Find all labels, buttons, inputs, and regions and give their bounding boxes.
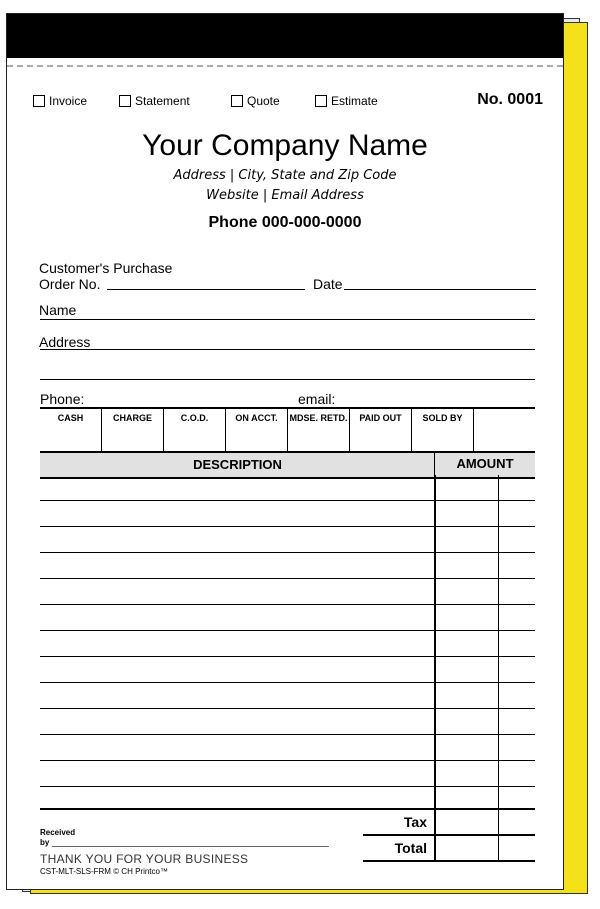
item-row-line[interactable]: [40, 656, 535, 657]
item-row-line[interactable]: [40, 526, 535, 527]
checkbox-icon: [33, 95, 45, 107]
form-number: No. 0001: [477, 91, 543, 108]
items-table-header: [40, 451, 535, 479]
payment-on-account[interactable]: ON ACCT.: [226, 409, 288, 451]
received-by-field[interactable]: [52, 846, 329, 847]
item-row-line[interactable]: [40, 578, 535, 579]
item-row-line[interactable]: [40, 786, 535, 787]
payment-sold-by[interactable]: SOLD BY: [412, 409, 474, 451]
amount-header: AMOUNT: [456, 456, 514, 471]
item-row-line[interactable]: [40, 760, 535, 761]
item-row-line[interactable]: [40, 500, 535, 501]
date-field[interactable]: [344, 289, 536, 290]
amount-column-divider: [434, 475, 436, 861]
date-label: Date: [313, 276, 343, 292]
address-field-line2[interactable]: [40, 379, 535, 380]
email-label: email:: [298, 391, 336, 407]
item-row-line[interactable]: [40, 682, 535, 683]
payment-charge[interactable]: CHARGE: [102, 409, 164, 451]
item-row-line[interactable]: [40, 630, 535, 631]
po-label-line1: Customer's Purchase: [39, 260, 173, 276]
quote-checkbox[interactable]: [231, 94, 280, 108]
cents-column-divider: [498, 475, 499, 861]
perforation-line: [7, 65, 563, 67]
item-row-line[interactable]: [40, 708, 535, 709]
phone-label: Phone:: [40, 391, 85, 407]
binding-band: [7, 14, 563, 58]
checkbox-label: Estimate: [331, 94, 378, 108]
checkbox-label: Invoice: [49, 94, 88, 108]
estimate-checkbox[interactable]: [315, 94, 378, 108]
address-label: Address: [39, 334, 91, 350]
form-code: CST-MLT-SLS-FRM © CH Printco™: [40, 867, 168, 876]
tax-line: [363, 834, 535, 836]
payment-blank[interactable]: [474, 409, 535, 451]
thank-you-note: THANK YOU FOR YOUR BUSINESS: [40, 852, 249, 866]
invoice-checkbox[interactable]: [33, 94, 87, 108]
checkbox-icon: [119, 95, 131, 107]
company-phone: Phone 000-000-0000: [208, 214, 362, 231]
statement-checkbox[interactable]: [119, 94, 190, 108]
payment-cash[interactable]: CASH: [40, 409, 102, 451]
company-web: Website | Email Address: [206, 188, 364, 203]
sales-form-sheet: [6, 13, 564, 890]
total-line: [363, 860, 535, 862]
item-row-line[interactable]: [40, 604, 535, 605]
name-label: Name: [39, 302, 77, 318]
name-field[interactable]: [40, 319, 535, 320]
payment-paid-out[interactable]: PAID OUT: [350, 409, 412, 451]
address-field[interactable]: [40, 349, 535, 350]
header-divider: [434, 453, 435, 477]
received-label-line2: by: [40, 838, 50, 847]
company-address: Address | City, State and Zip Code: [173, 168, 397, 183]
received-label-line1: Received: [40, 828, 76, 837]
payment-cod[interactable]: C.O.D.: [164, 409, 226, 451]
table-bottom-line: [40, 808, 535, 810]
checkbox-label: Quote: [247, 94, 280, 108]
checkbox-icon: [315, 95, 327, 107]
company-name: Your Company Name: [142, 129, 428, 162]
po-number-field[interactable]: [107, 289, 305, 290]
payment-options-grid: [40, 407, 535, 453]
item-row-line[interactable]: [40, 552, 535, 553]
po-label-line2: Order No.: [39, 276, 101, 292]
total-label: Total: [394, 840, 427, 856]
payment-mdse-returned[interactable]: MDSE. RETD.: [288, 409, 350, 451]
checkbox-label: Statement: [135, 94, 190, 108]
description-header: DESCRIPTION: [193, 457, 282, 472]
checkbox-icon: [231, 95, 243, 107]
item-row-line[interactable]: [40, 734, 535, 735]
tax-label: Tax: [403, 814, 427, 830]
